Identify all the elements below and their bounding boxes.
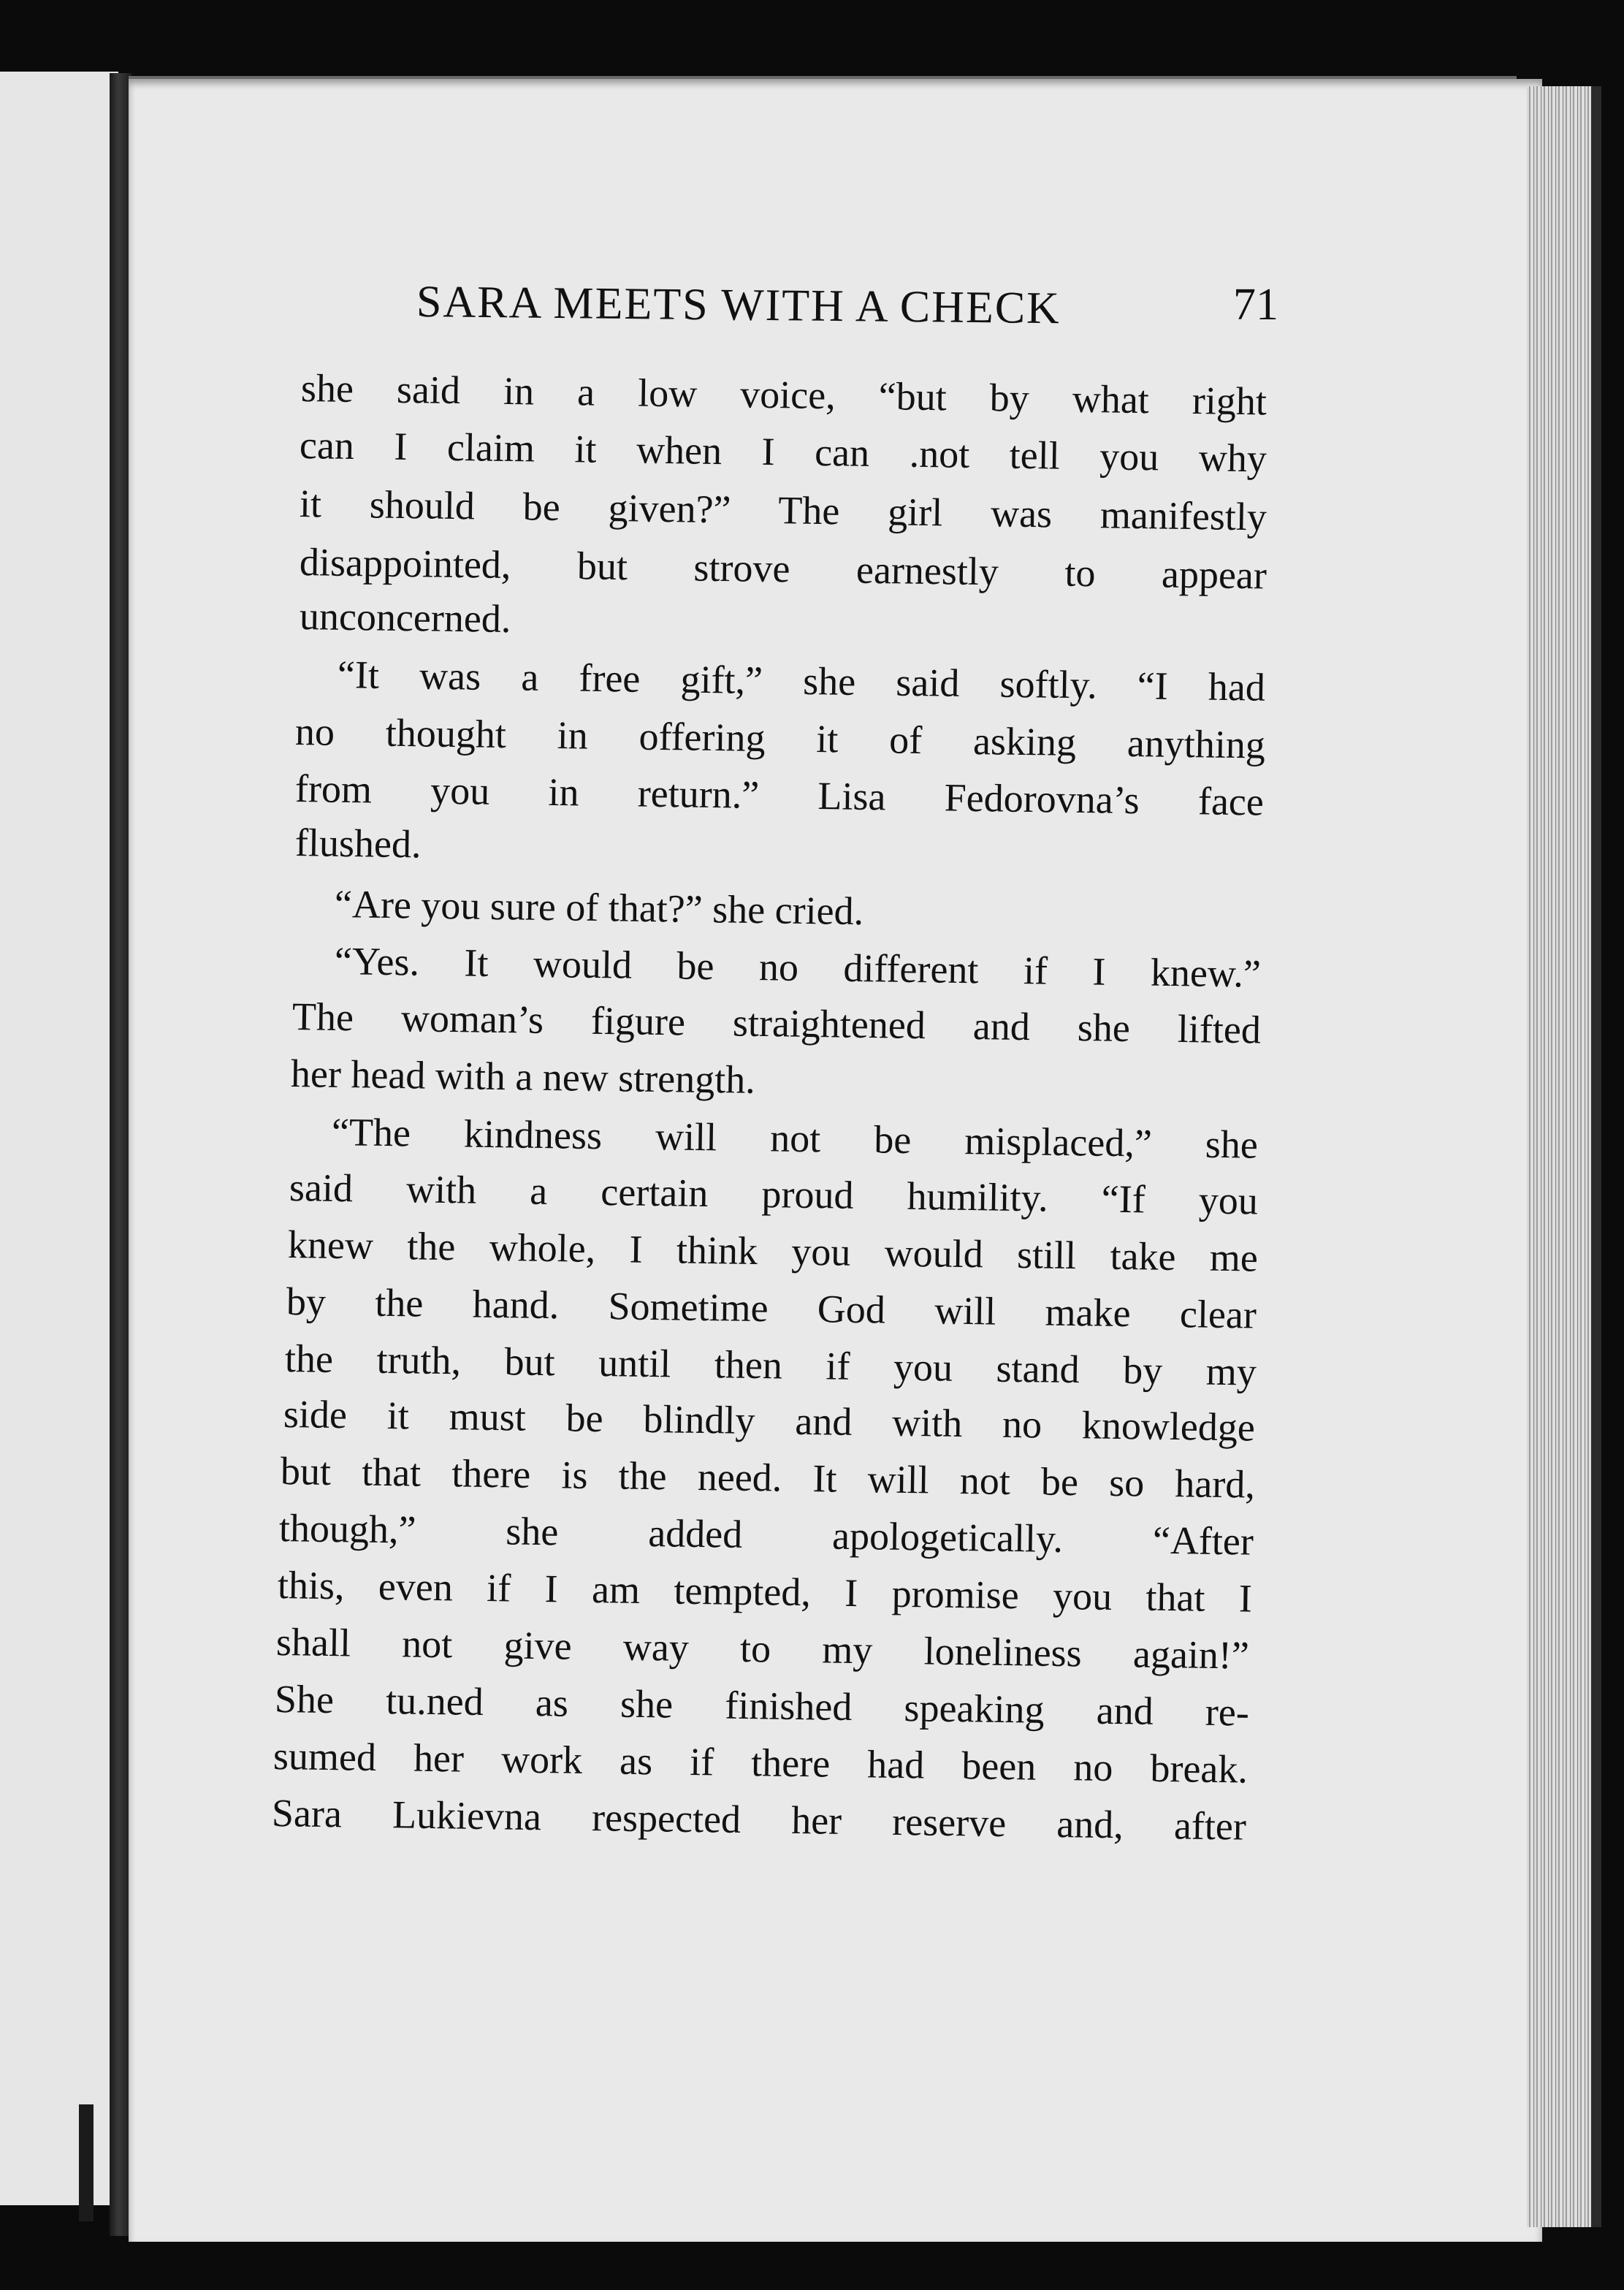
text-line: knew the whole, I think you would still take me — [287, 1222, 1259, 1280]
text-line: but that there is the need. It will not be so hard, — [280, 1449, 1256, 1507]
text-line: The woman’s figure straightened and she lifted — [291, 994, 1262, 1052]
text-line: flushed. — [294, 821, 422, 867]
text-line: “Yes. It would be no different if I knew.” — [334, 939, 1262, 996]
text-line: though,” she added apologetically. “After — [278, 1506, 1254, 1564]
text-line: no thought in offering it of asking anything — [294, 710, 1266, 767]
text-line: from you in return.” Lisa Fedorovna’s face — [294, 766, 1265, 824]
text-line: She tu.ned as she finished speaking and re- — [274, 1677, 1250, 1735]
text-line: shall not give way to my loneliness again!” — [275, 1620, 1250, 1678]
text-line: unconcerned. — [299, 594, 511, 642]
text-line: said with a certain proud humility. “If you — [289, 1165, 1259, 1223]
text-line: disappointed, but strove earnestly to appear — [299, 540, 1267, 598]
text-line: “Are you sure of that?” she cried. — [334, 882, 864, 934]
text-line: she said in a low voice, “but by what right — [300, 366, 1267, 424]
text-line: “It was a free gift,” she said softly. “I had — [337, 653, 1266, 710]
text-line: side it must be blindly and with no knowledge — [283, 1392, 1256, 1450]
running-title: SARA MEETS WITH A CHECK — [416, 277, 1061, 334]
page-number: 71 — [1233, 280, 1278, 330]
text-line: this, even if I am tempted, I promise you that I — [277, 1563, 1253, 1621]
text-line: sumed her work as if there had been no break. — [272, 1734, 1249, 1792]
text-line: it should be given?” The girl was manifestly — [299, 482, 1267, 539]
text-line: her head with a new strength. — [290, 1051, 756, 1102]
text-line: by the hand. Sometime God will make clear — [286, 1279, 1257, 1337]
text-line: Sara Lukievna respected her reserve and, after — [271, 1791, 1247, 1849]
text-line: “The kindness will not be misplaced,” she — [331, 1110, 1259, 1167]
text-line: can I claim it when I can .not tell you why — [299, 423, 1267, 481]
text-line: the truth, but until then if you stand by my — [284, 1336, 1257, 1394]
